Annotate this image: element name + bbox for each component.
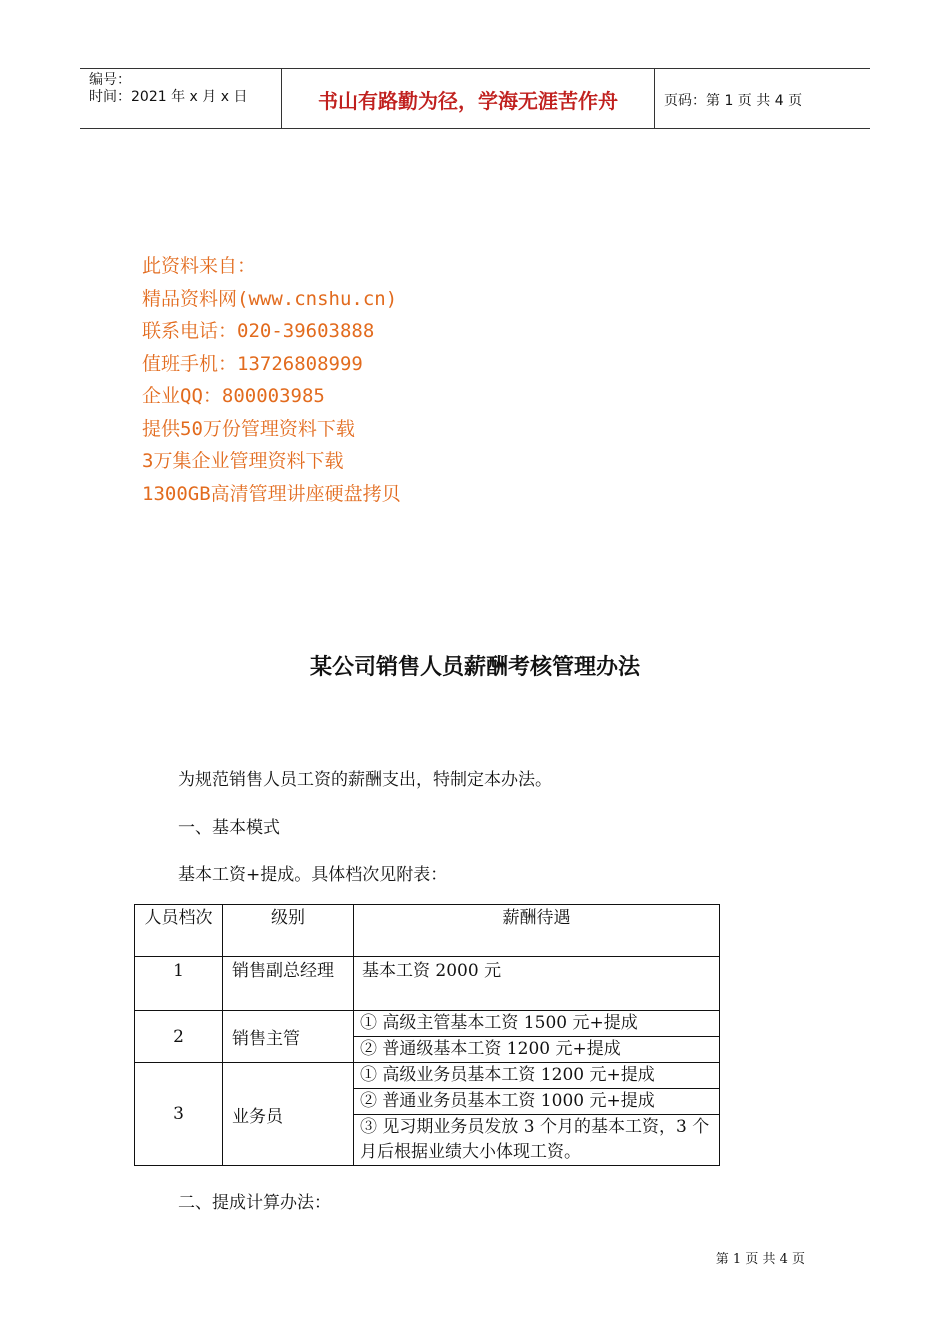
header-cell-grade bbox=[135, 905, 223, 957]
header-motto-cell bbox=[282, 69, 655, 128]
header-page-number: 页码：第 1 页 共 4 页 bbox=[664, 93, 803, 109]
document-title: 某公司销售人员薪酬考核管理办法 bbox=[309, 655, 640, 680]
header-page-cell bbox=[655, 69, 870, 128]
source-line: 精品资料网(www.cnshu.cn) bbox=[142, 287, 398, 310]
grade-cell: 3 bbox=[135, 1063, 223, 1166]
salary-table bbox=[134, 904, 720, 1166]
header-motto: 书山有路勤为径，学海无涯苦作舟 bbox=[318, 89, 618, 113]
benefit-cell bbox=[354, 1063, 720, 1089]
section-heading: 二、提成计算办法： bbox=[178, 1193, 331, 1213]
intro-paragraph: 为规范销售人员工资的薪酬支出，特制定本办法。 bbox=[178, 770, 552, 790]
section-paragraph: 基本工资+提成。具体档次见附表： bbox=[178, 865, 448, 885]
source-line: 提供50万份管理资料下载 bbox=[142, 417, 355, 440]
header-benefit-label: 薪酬待遇 bbox=[502, 908, 571, 928]
table-row bbox=[135, 1063, 720, 1089]
footer-page-number: 第 1 页 共 4 页 bbox=[715, 1252, 805, 1267]
benefit-line: ① 高级主管基本工资 1500 元+提成 bbox=[360, 1013, 638, 1033]
benefit-cell bbox=[354, 1115, 720, 1166]
grade-cell: 1 bbox=[135, 957, 223, 1011]
level-cell: 销售副总经理 bbox=[223, 957, 354, 1011]
table-row bbox=[135, 957, 720, 1011]
header-grade-label: 人员档次 bbox=[144, 908, 213, 928]
source-line: 企业QQ：800003985 bbox=[142, 385, 325, 407]
source-line: 此资料来自： bbox=[142, 255, 257, 277]
benefit-line: ② 普通级基本工资 1200 元+提成 bbox=[360, 1039, 621, 1059]
source-info-block bbox=[142, 250, 401, 510]
grade-cell: 2 bbox=[135, 1011, 223, 1063]
page-header bbox=[80, 68, 870, 129]
table-header-row bbox=[135, 905, 720, 957]
level-cell: 销售主管 bbox=[223, 1011, 354, 1063]
document-number-label: 编号： bbox=[89, 72, 131, 88]
table-row bbox=[135, 1011, 720, 1037]
benefit-cell bbox=[354, 1011, 720, 1037]
benefit-cell bbox=[354, 1037, 720, 1063]
source-line: 1300GB高清管理讲座硬盘拷贝 bbox=[142, 482, 401, 505]
source-line: 联系电话：020-39603888 bbox=[142, 320, 375, 342]
benefit-cell: 基本工资 2000 元 bbox=[354, 957, 720, 1011]
benefit-line: ③ 见习期业务员发放 3 个月的基本工资，3 个月后根据业绩大小体现工资。 bbox=[360, 1117, 710, 1162]
document-date-label: 时间：2021 年 x 月 x 日 bbox=[89, 89, 248, 105]
level-cell: 业务员 bbox=[223, 1063, 354, 1166]
source-line: 3万集企业管理资料下载 bbox=[142, 450, 344, 472]
benefit-line: ② 普通业务员基本工资 1000 元+提成 bbox=[360, 1091, 655, 1111]
section-heading: 一、基本模式 bbox=[178, 818, 280, 838]
benefit-cell bbox=[354, 1089, 720, 1115]
header-cell-level bbox=[223, 905, 354, 957]
header-cell-benefit bbox=[354, 905, 720, 957]
header-level-label: 级别 bbox=[271, 908, 305, 928]
benefit-line: ① 高级业务员基本工资 1200 元+提成 bbox=[360, 1065, 655, 1085]
header-meta-cell bbox=[80, 69, 282, 128]
source-line: 值班手机：13726808999 bbox=[142, 352, 363, 375]
